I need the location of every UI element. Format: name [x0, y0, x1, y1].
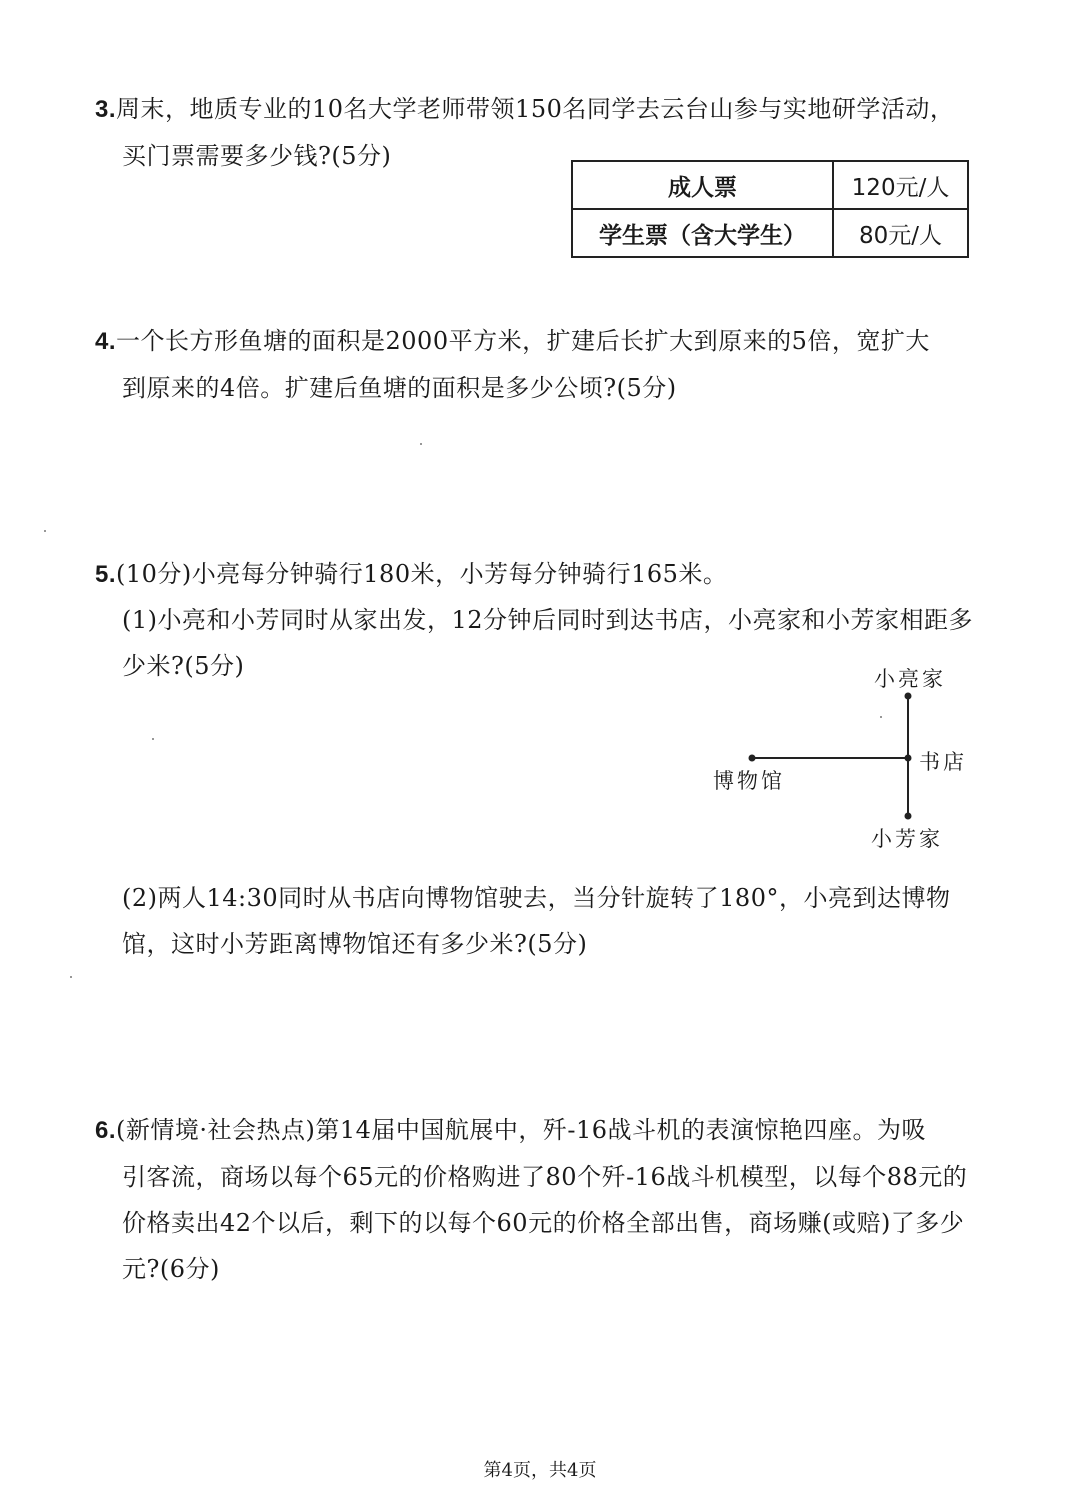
question-4-text-1: 一个长方形鱼塘的面积是2000平方米，扩建后长扩大到原来的5倍，宽扩大 — [116, 327, 930, 355]
question-6-line-4: 元?(6分) — [122, 1255, 220, 1283]
museum-point — [749, 755, 756, 762]
bookstore-point — [905, 755, 912, 762]
scan-speck — [420, 443, 422, 445]
question-4 — [95, 318, 975, 411]
question-5-part-2-line-1: (2)两人14:30同时从书店向博物馆驶去，当分针旋转了180°，小亮到达博物 — [122, 884, 951, 912]
question-4-line-2: 到原来的4倍。扩建后鱼塘的面积是多少公顷?(5分) — [122, 374, 677, 402]
question-5 — [95, 551, 975, 598]
question-3-text-1: 周末，地质专业的10名大学老师带领150名同学去云台山参与实地研学活动， — [116, 95, 955, 123]
scan-speck — [152, 738, 154, 740]
table-row — [572, 209, 968, 257]
question-5-part-2-line-2: 馆，这时小芳距离博物馆还有多少米?(5分) — [122, 930, 588, 958]
question-6-line-2: 引客流，商场以每个65元的价格购进了80个歼-16战斗机模型，以每个88元的 — [122, 1163, 968, 1191]
xiaofang-home-point — [905, 813, 912, 820]
scan-speck — [880, 716, 882, 718]
question-6-text-1: (新情境·社会热点)第14届中国航展中，歼-16战斗机的表演惊艳四座。为吸 — [116, 1116, 927, 1144]
question-5-part-1-line-2: 少米?(5分) — [122, 652, 245, 680]
question-3-line-1 — [95, 86, 975, 133]
xiaoliang-home-point — [905, 693, 912, 700]
bookstore-label: 书店 — [919, 750, 967, 774]
xiaoliang-home-label: 小亮家 — [874, 667, 946, 691]
question-6-number: 6. — [95, 1117, 117, 1144]
question-4-number: 4. — [95, 328, 117, 355]
route-map-diagram — [700, 660, 967, 860]
question-4-line-1 — [95, 318, 975, 365]
question-5-part-2 — [122, 875, 982, 967]
question-3-line-2: 买门票需要多少钱?(5分) — [122, 142, 392, 170]
scan-speck — [70, 976, 72, 978]
question-6 — [95, 1107, 975, 1292]
page-number-footer: 第4页，共4页 — [483, 1460, 597, 1481]
ticket-type-cell: 成人票 — [572, 161, 833, 209]
table-row — [572, 161, 968, 209]
question-5-number: 5. — [95, 561, 117, 588]
question-5-part-1-line-1: (1)小亮和小芳同时从家出发，12分钟后同时到达书店，小亮家和小芳家相距多 — [122, 606, 974, 634]
scan-speck — [44, 530, 46, 532]
question-6-line-1 — [95, 1107, 975, 1154]
ticket-price-cell: 120元/人 — [833, 161, 968, 209]
question-5-intro-text: (10分)小亮每分钟骑行180米，小芳每分钟骑行165米。 — [116, 560, 728, 588]
question-6-line-3: 价格卖出42个以后，剩下的以每个60元的价格全部出售，商场赚(或赔)了多少 — [122, 1209, 965, 1237]
question-5-intro — [95, 551, 975, 598]
museum-label: 博物馆 — [713, 769, 785, 793]
ticket-type-cell: 学生票（含大学生） — [572, 209, 833, 257]
question-3-number: 3. — [95, 96, 117, 123]
ticket-price-table — [571, 160, 969, 258]
xiaofang-home-label: 小芳家 — [871, 827, 943, 851]
ticket-price-cell: 80元/人 — [833, 209, 968, 257]
